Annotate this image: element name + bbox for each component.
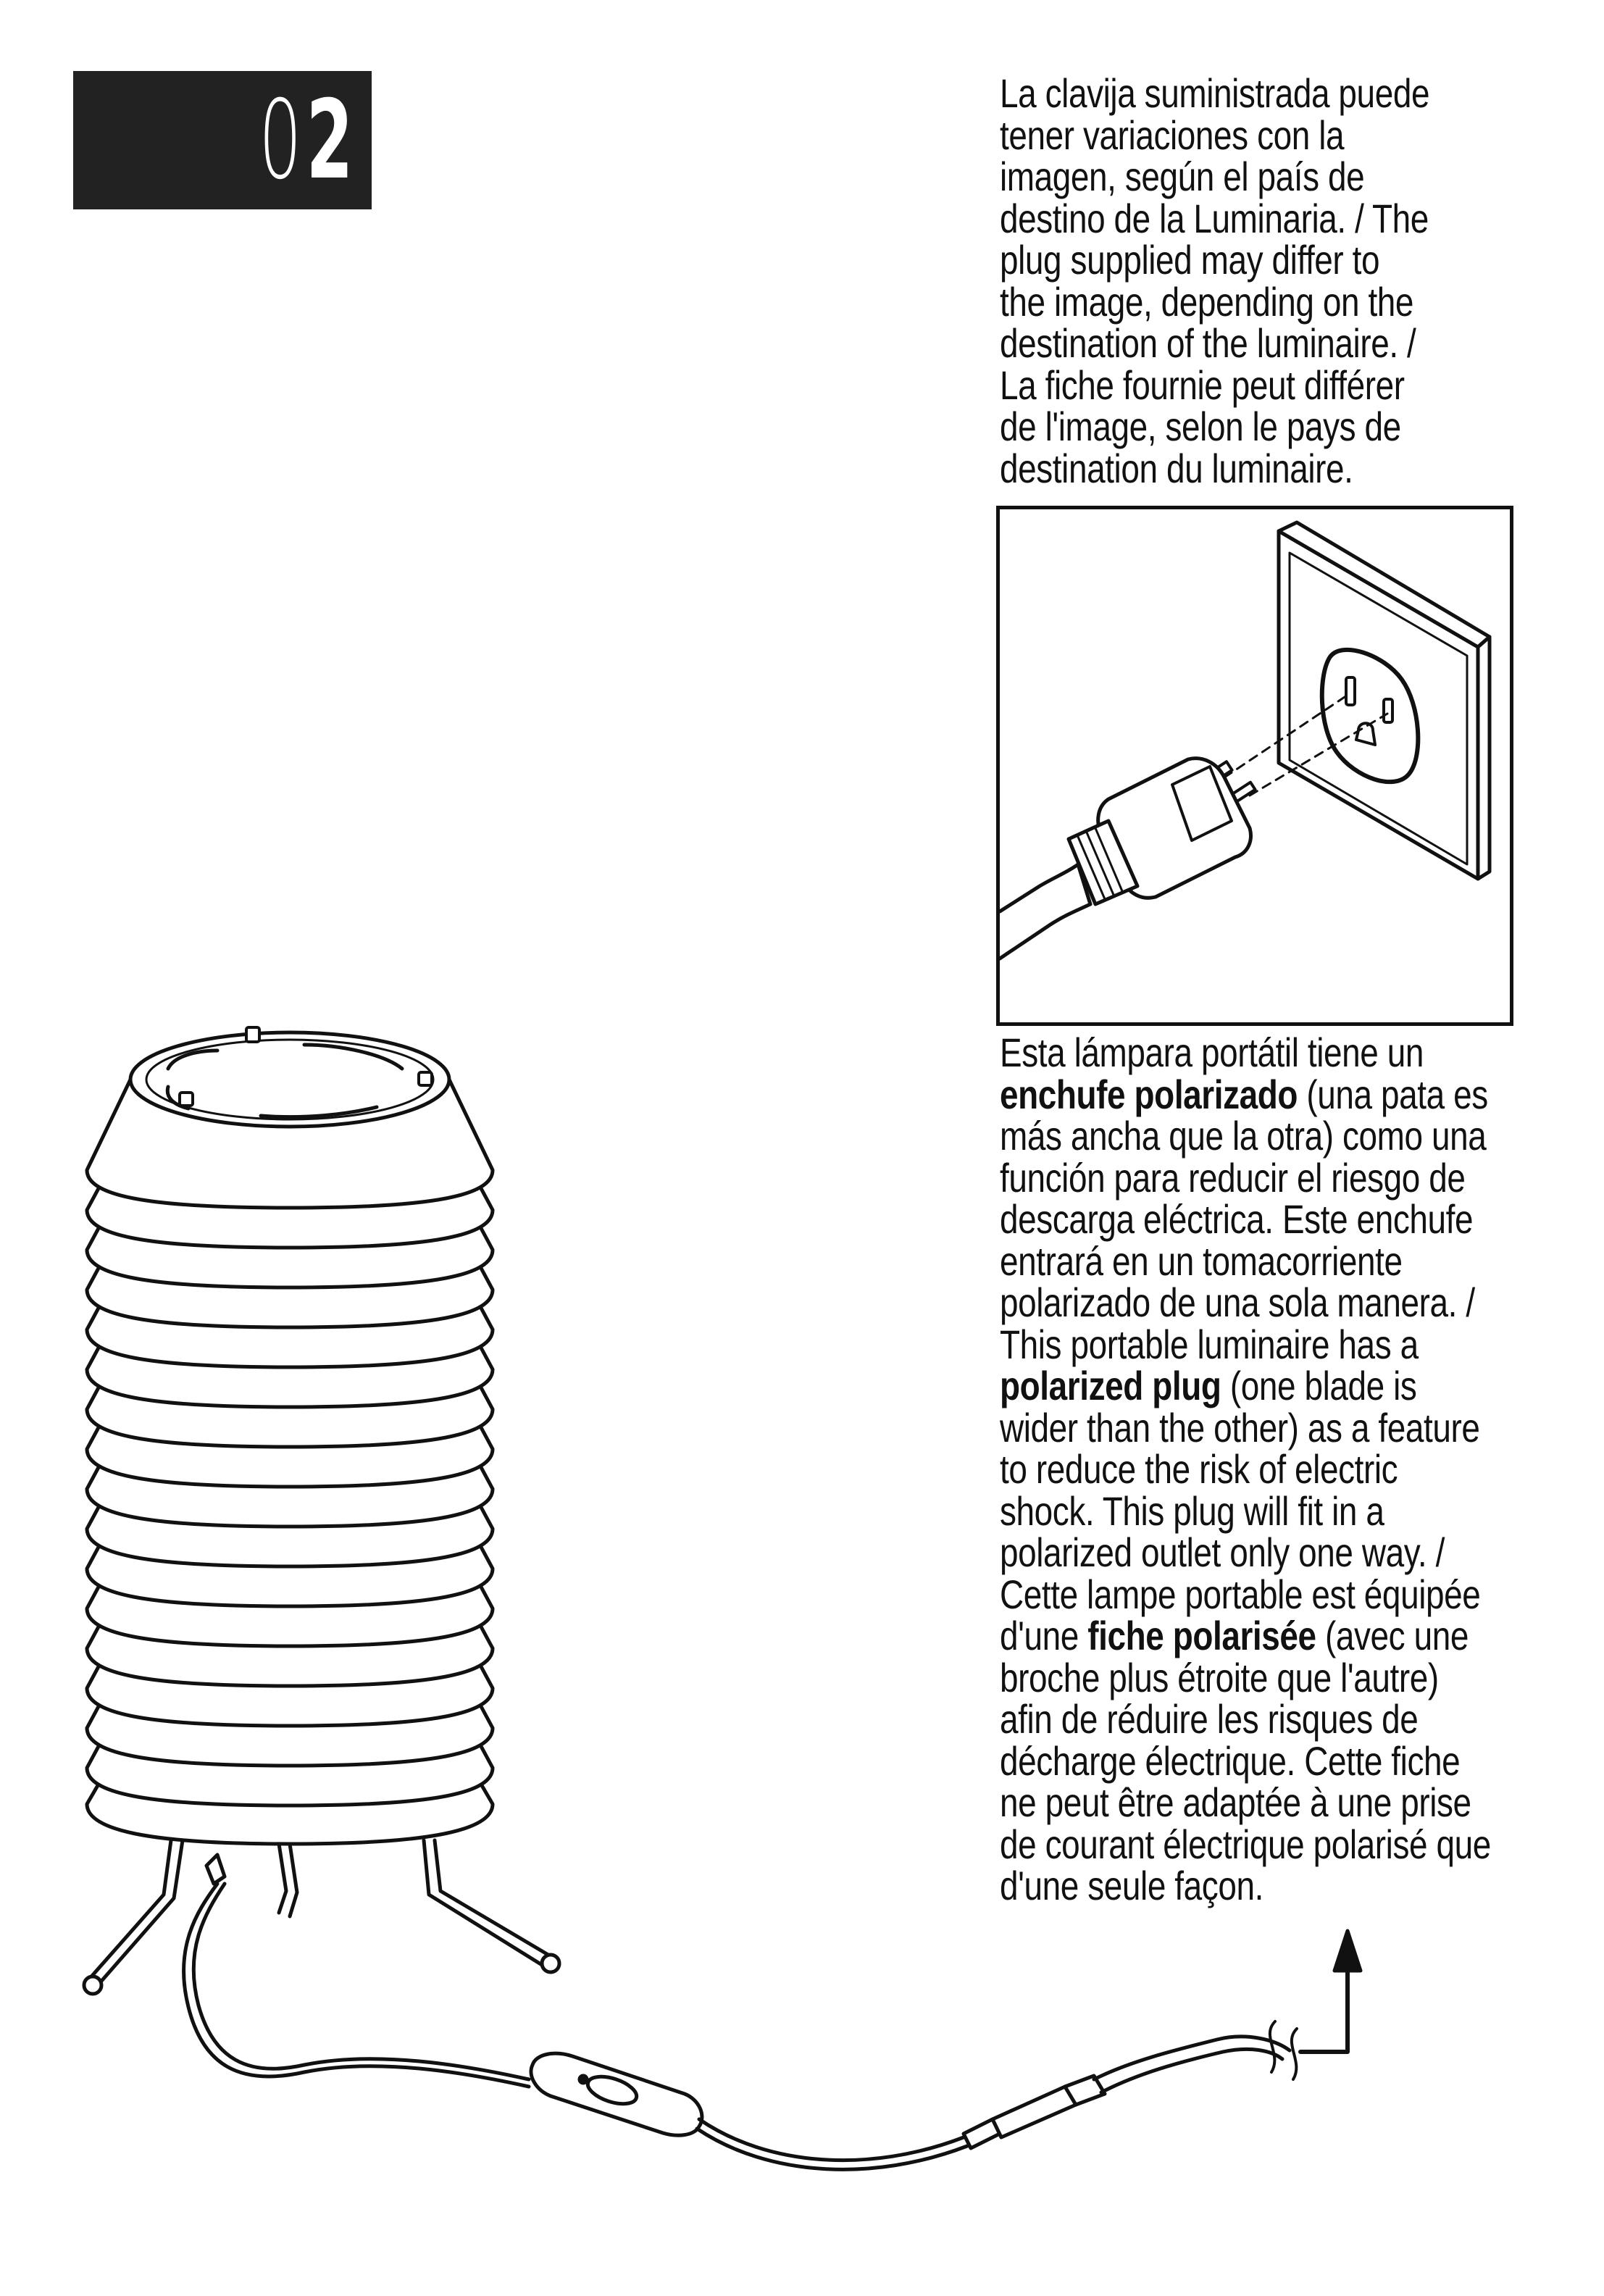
text-line: afin de réduire les risques de bbox=[1000, 1696, 1419, 1742]
note-line: plug supplied may differ to bbox=[1000, 237, 1380, 283]
text-line: Esta lámpara portátil tiene un bbox=[1000, 1030, 1424, 1075]
note-line: tener variaciones con la bbox=[1000, 112, 1345, 158]
text-line: shock. This plug will fit in a bbox=[1000, 1487, 1384, 1534]
text-line: to reduce the risk of electric bbox=[1000, 1446, 1398, 1492]
text-line: descarga eléctrica. Este enchufe bbox=[1000, 1196, 1474, 1242]
text-fragment: (one blade is bbox=[1221, 1363, 1417, 1408]
lamp-cord bbox=[1101, 2049, 1282, 2092]
cap-groove bbox=[304, 1045, 402, 1069]
lamp-cord bbox=[699, 2119, 964, 2161]
lamp-cord bbox=[1094, 2037, 1290, 2079]
note-line: the image, depending on the bbox=[1000, 278, 1414, 325]
cap-groove bbox=[168, 1051, 217, 1069]
cap-groove bbox=[167, 1087, 188, 1109]
text-line: This portable luminaire has a bbox=[1000, 1321, 1419, 1367]
up-arrow-icon bbox=[1300, 1971, 1348, 2052]
bold-term-en: polarized plug bbox=[1000, 1363, 1221, 1408]
note-line: La clavija suministrada puede bbox=[1000, 70, 1430, 116]
polarized-plug-text bbox=[1000, 1032, 1491, 1907]
text-fragment: d'une bbox=[1000, 1613, 1088, 1658]
note-line: destino de la Luminaria. / The bbox=[1000, 195, 1429, 241]
lamp-cord bbox=[184, 1884, 529, 2087]
step-number: 2 bbox=[306, 77, 353, 204]
switch-indicator bbox=[580, 2076, 587, 2083]
cap-screw bbox=[246, 1027, 259, 1042]
wall-plate-side-edge bbox=[1478, 637, 1490, 879]
text-line: de courant électrique polarisé que bbox=[1000, 1821, 1491, 1867]
lamp-foot bbox=[84, 1976, 101, 1994]
text-line: más ancha que la otra) como una bbox=[1000, 1113, 1487, 1159]
lamp-leg-inner bbox=[279, 1844, 286, 1913]
inline-switch bbox=[531, 2053, 702, 2135]
cap-screw bbox=[419, 1072, 432, 1085]
step-badge bbox=[73, 71, 372, 209]
lamp-leg bbox=[98, 1840, 183, 1985]
step-prefix: 0 bbox=[259, 77, 302, 204]
text-line: wider than the other) as a feature bbox=[1000, 1404, 1480, 1450]
text-line bbox=[1000, 1615, 1491, 1657]
text-line: polarizado de una sola manera. / bbox=[1000, 1280, 1475, 1325]
bold-term-fr: fiche polarisée bbox=[1087, 1613, 1316, 1658]
text-line: décharge électrique. Cette fiche bbox=[1000, 1737, 1461, 1784]
note-line: destination of the luminaire. / bbox=[1000, 320, 1416, 366]
lamp-leg-inner bbox=[290, 1844, 297, 1916]
text-fragment: (avec une bbox=[1316, 1613, 1469, 1658]
up-arrow-head-icon bbox=[1334, 1931, 1361, 1971]
receptacle-ground bbox=[1356, 723, 1375, 745]
lamp-leg bbox=[435, 1840, 551, 1956]
text-line: polarized outlet only one way. / bbox=[1000, 1529, 1445, 1575]
receptacle-slot-wide bbox=[1346, 677, 1355, 705]
lamp-cord bbox=[697, 2129, 967, 2169]
plug-variation-note bbox=[1000, 72, 1429, 489]
connector-body bbox=[993, 2087, 1076, 2137]
note-line: destination du luminaire. bbox=[1000, 445, 1353, 491]
connector-cap bbox=[1065, 2076, 1105, 2105]
text-line: d'une seule façon. bbox=[1000, 1863, 1263, 1908]
lamp-cord bbox=[193, 1884, 529, 2079]
lamp-leg bbox=[424, 1840, 542, 1965]
plug-illustration-panel bbox=[996, 506, 1513, 1026]
text-line: ne peut être adaptée à une prise bbox=[1000, 1779, 1471, 1825]
plug-cord bbox=[1000, 864, 1090, 959]
text-line: Cette lampe portable est équipée bbox=[1000, 1571, 1481, 1617]
text-line: entrará en un tomacorriente bbox=[1000, 1237, 1403, 1284]
bold-term-es: enchufe polarizado bbox=[1000, 1071, 1298, 1117]
outlet-plug-illustration bbox=[1000, 509, 1510, 1022]
switch-button bbox=[585, 2071, 640, 2109]
note-line: de l'image, selon le pays de bbox=[1000, 404, 1401, 449]
text-line bbox=[1000, 1365, 1491, 1407]
note-line: imagen, según el país de bbox=[1000, 154, 1365, 199]
lamp-body bbox=[87, 1032, 493, 1844]
note-line: La fiche fournie peut différer bbox=[1000, 362, 1405, 408]
text-line: broche plus étroite que l'autre) bbox=[1000, 1654, 1439, 1700]
text-line bbox=[1000, 1071, 1491, 1117]
connector bbox=[964, 2119, 1000, 2148]
break-mark bbox=[1270, 2021, 1275, 2072]
text-fragment: (una pata es bbox=[1298, 1071, 1488, 1117]
text-line: función para reducir el riesgo de bbox=[1000, 1154, 1466, 1201]
cord-entry bbox=[206, 1855, 225, 1884]
cap-groove bbox=[261, 1107, 377, 1117]
receptacle-slot-narrow bbox=[1384, 699, 1392, 722]
lamp-leg bbox=[87, 1840, 171, 1982]
cap-screw bbox=[180, 1093, 193, 1106]
break-mark bbox=[1292, 2029, 1297, 2079]
lamp-foot bbox=[542, 1955, 559, 1972]
